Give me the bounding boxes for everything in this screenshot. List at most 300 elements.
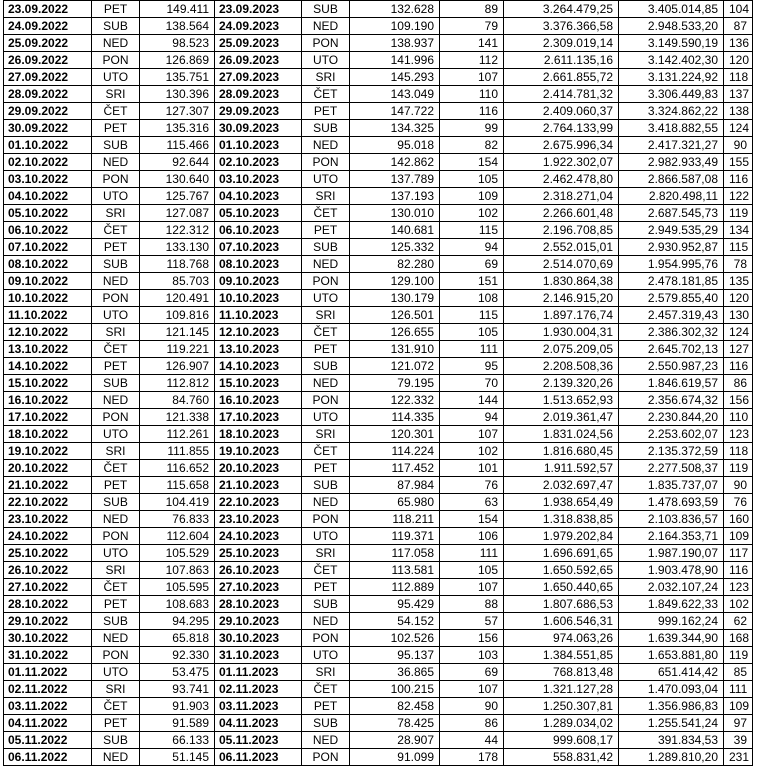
date-2022-cell: 24.09.2022 bbox=[4, 18, 92, 35]
amount-2023-cell: 2.032.107,24 bbox=[619, 579, 724, 596]
date-2023-cell: 08.10.2023 bbox=[215, 256, 302, 273]
value-2022-cell: 126.907 bbox=[140, 358, 215, 375]
amount-2022-cell: 1.289.034,02 bbox=[504, 715, 619, 732]
amount-index-cell: 118 bbox=[724, 443, 753, 460]
date-2022-cell: 25.10.2022 bbox=[4, 545, 92, 562]
date-2023-cell: 29.10.2023 bbox=[215, 613, 302, 630]
day-2022-cell: SUB bbox=[92, 256, 140, 273]
date-2023-cell: 24.09.2023 bbox=[215, 18, 302, 35]
value-2023-cell: 119.371 bbox=[350, 528, 440, 545]
table-row bbox=[4, 562, 753, 579]
amount-index-cell: 62 bbox=[724, 613, 753, 630]
value-2023-cell: 126.501 bbox=[350, 307, 440, 324]
index-cell: 57 bbox=[440, 613, 504, 630]
day-2022-cell: SUB bbox=[92, 18, 140, 35]
day-2022-cell: UTO bbox=[92, 69, 140, 86]
value-2023-cell: 129.100 bbox=[350, 273, 440, 290]
day-2023-cell: PON bbox=[302, 35, 350, 52]
table-row bbox=[4, 256, 753, 273]
date-2022-cell: 14.10.2022 bbox=[4, 358, 92, 375]
date-2022-cell: 06.10.2022 bbox=[4, 222, 92, 239]
amount-index-cell: 104 bbox=[724, 1, 753, 18]
date-2022-cell: 29.10.2022 bbox=[4, 613, 92, 630]
amount-2022-cell: 974.063,26 bbox=[504, 630, 619, 647]
value-2022-cell: 92.330 bbox=[140, 647, 215, 664]
index-cell: 106 bbox=[440, 528, 504, 545]
day-2023-cell: UTO bbox=[302, 409, 350, 426]
amount-2022-cell: 1.250.307,81 bbox=[504, 698, 619, 715]
day-2023-cell: PET bbox=[302, 222, 350, 239]
amount-index-cell: 137 bbox=[724, 86, 753, 103]
amount-2022-cell: 1.650.592,65 bbox=[504, 562, 619, 579]
value-2022-cell: 84.760 bbox=[140, 392, 215, 409]
amount-2023-cell: 3.405.014,85 bbox=[619, 1, 724, 18]
date-2022-cell: 17.10.2022 bbox=[4, 409, 92, 426]
amount-2023-cell: 1.470.093,04 bbox=[619, 681, 724, 698]
table-row bbox=[4, 324, 753, 341]
amount-2023-cell: 2.417.321,27 bbox=[619, 137, 724, 154]
day-2022-cell: PET bbox=[92, 596, 140, 613]
date-2022-cell: 30.10.2022 bbox=[4, 630, 92, 647]
amount-index-cell: 122 bbox=[724, 188, 753, 205]
amount-2023-cell: 3.131.224,92 bbox=[619, 69, 724, 86]
table-row bbox=[4, 273, 753, 290]
amount-2022-cell: 2.764.133,99 bbox=[504, 120, 619, 137]
value-2022-cell: 130.396 bbox=[140, 86, 215, 103]
value-2023-cell: 140.681 bbox=[350, 222, 440, 239]
day-2022-cell: NED bbox=[92, 154, 140, 171]
date-2022-cell: 07.10.2022 bbox=[4, 239, 92, 256]
value-2023-cell: 145.293 bbox=[350, 69, 440, 86]
value-2022-cell: 104.419 bbox=[140, 494, 215, 511]
amount-2022-cell: 1.979.202,84 bbox=[504, 528, 619, 545]
day-2023-cell: NED bbox=[302, 137, 350, 154]
table-row bbox=[4, 732, 753, 749]
index-cell: 108 bbox=[440, 290, 504, 307]
amount-2023-cell: 2.386.302,32 bbox=[619, 324, 724, 341]
table-row bbox=[4, 86, 753, 103]
amount-2022-cell: 2.019.361,47 bbox=[504, 409, 619, 426]
date-2022-cell: 25.09.2022 bbox=[4, 35, 92, 52]
value-2022-cell: 127.307 bbox=[140, 103, 215, 120]
index-cell: 112 bbox=[440, 52, 504, 69]
value-2023-cell: 131.910 bbox=[350, 341, 440, 358]
amount-index-cell: 119 bbox=[724, 460, 753, 477]
amount-2022-cell: 3.376.366,58 bbox=[504, 18, 619, 35]
date-2023-cell: 01.10.2023 bbox=[215, 137, 302, 154]
table-row bbox=[4, 545, 753, 562]
table-row bbox=[4, 443, 753, 460]
value-2023-cell: 113.581 bbox=[350, 562, 440, 579]
value-2022-cell: 130.640 bbox=[140, 171, 215, 188]
amount-index-cell: 109 bbox=[724, 698, 753, 715]
amount-2023-cell: 3.306.449,83 bbox=[619, 86, 724, 103]
value-2022-cell: 126.869 bbox=[140, 52, 215, 69]
day-2023-cell: SRI bbox=[302, 69, 350, 86]
value-2023-cell: 143.049 bbox=[350, 86, 440, 103]
amount-2023-cell: 2.103.836,57 bbox=[619, 511, 724, 528]
value-2023-cell: 117.058 bbox=[350, 545, 440, 562]
date-2023-cell: 30.10.2023 bbox=[215, 630, 302, 647]
amount-index-cell: 85 bbox=[724, 664, 753, 681]
day-2023-cell: ČET bbox=[302, 205, 350, 222]
index-cell: 151 bbox=[440, 273, 504, 290]
amount-2022-cell: 1.696.691,65 bbox=[504, 545, 619, 562]
table-row bbox=[4, 698, 753, 715]
amount-index-cell: 116 bbox=[724, 358, 753, 375]
day-2023-cell: PON bbox=[302, 273, 350, 290]
day-2023-cell: PET bbox=[302, 103, 350, 120]
day-2022-cell: ČET bbox=[92, 698, 140, 715]
amount-2023-cell: 1.289.810,20 bbox=[619, 749, 724, 766]
day-2022-cell: SRI bbox=[92, 562, 140, 579]
day-2022-cell: PET bbox=[92, 1, 140, 18]
amount-2023-cell: 2.277.508,37 bbox=[619, 460, 724, 477]
date-2022-cell: 03.11.2022 bbox=[4, 698, 92, 715]
value-2023-cell: 114.335 bbox=[350, 409, 440, 426]
value-2023-cell: 112.889 bbox=[350, 579, 440, 596]
value-2022-cell: 127.087 bbox=[140, 205, 215, 222]
day-2023-cell: SUB bbox=[302, 1, 350, 18]
day-2022-cell: NED bbox=[92, 749, 140, 766]
day-2023-cell: NED bbox=[302, 18, 350, 35]
date-2023-cell: 12.10.2023 bbox=[215, 324, 302, 341]
value-2022-cell: 105.529 bbox=[140, 545, 215, 562]
date-2023-cell: 10.10.2023 bbox=[215, 290, 302, 307]
amount-2022-cell: 2.611.135,16 bbox=[504, 52, 619, 69]
amount-2023-cell: 2.164.353,71 bbox=[619, 528, 724, 545]
amount-2023-cell: 3.418.882,55 bbox=[619, 120, 724, 137]
value-2022-cell: 149.411 bbox=[140, 1, 215, 18]
table-row bbox=[4, 528, 753, 545]
amount-2023-cell: 2.687.545,73 bbox=[619, 205, 724, 222]
day-2023-cell: PET bbox=[302, 698, 350, 715]
value-2023-cell: 78.425 bbox=[350, 715, 440, 732]
date-2023-cell: 19.10.2023 bbox=[215, 443, 302, 460]
value-2022-cell: 53.475 bbox=[140, 664, 215, 681]
date-2022-cell: 28.09.2022 bbox=[4, 86, 92, 103]
value-2022-cell: 111.855 bbox=[140, 443, 215, 460]
amount-2022-cell: 2.309.019,14 bbox=[504, 35, 619, 52]
value-2023-cell: 118.211 bbox=[350, 511, 440, 528]
date-2023-cell: 27.10.2023 bbox=[215, 579, 302, 596]
day-2022-cell: PET bbox=[92, 715, 140, 732]
day-2023-cell: SUB bbox=[302, 120, 350, 137]
index-cell: 111 bbox=[440, 545, 504, 562]
amount-2022-cell: 1.897.176,74 bbox=[504, 307, 619, 324]
table-body bbox=[4, 1, 753, 766]
date-2023-cell: 09.10.2023 bbox=[215, 273, 302, 290]
day-2023-cell: SRI bbox=[302, 545, 350, 562]
value-2022-cell: 94.295 bbox=[140, 613, 215, 630]
value-2023-cell: 120.301 bbox=[350, 426, 440, 443]
date-2023-cell: 26.09.2023 bbox=[215, 52, 302, 69]
day-2022-cell: NED bbox=[92, 273, 140, 290]
value-2022-cell: 85.703 bbox=[140, 273, 215, 290]
day-2023-cell: SRI bbox=[302, 664, 350, 681]
day-2022-cell: NED bbox=[92, 392, 140, 409]
amount-2023-cell: 391.834,53 bbox=[619, 732, 724, 749]
value-2022-cell: 115.466 bbox=[140, 137, 215, 154]
index-cell: 107 bbox=[440, 579, 504, 596]
value-2022-cell: 112.812 bbox=[140, 375, 215, 392]
date-2022-cell: 05.11.2022 bbox=[4, 732, 92, 749]
value-2023-cell: 82.458 bbox=[350, 698, 440, 715]
value-2022-cell: 135.316 bbox=[140, 120, 215, 137]
amount-2022-cell: 2.661.855,72 bbox=[504, 69, 619, 86]
day-2022-cell: ČET bbox=[92, 103, 140, 120]
amount-2022-cell: 2.462.478,80 bbox=[504, 171, 619, 188]
date-2022-cell: 12.10.2022 bbox=[4, 324, 92, 341]
day-2023-cell: ČET bbox=[302, 324, 350, 341]
index-cell: 115 bbox=[440, 307, 504, 324]
table-row bbox=[4, 392, 753, 409]
index-cell: 107 bbox=[440, 69, 504, 86]
table-row bbox=[4, 307, 753, 324]
date-2022-cell: 05.10.2022 bbox=[4, 205, 92, 222]
day-2023-cell: UTO bbox=[302, 647, 350, 664]
day-2023-cell: NED bbox=[302, 494, 350, 511]
index-cell: 102 bbox=[440, 443, 504, 460]
table-row bbox=[4, 154, 753, 171]
day-2023-cell: PON bbox=[302, 749, 350, 766]
amount-2022-cell: 1.807.686,53 bbox=[504, 596, 619, 613]
amount-2023-cell: 1.987.190,07 bbox=[619, 545, 724, 562]
amount-index-cell: 134 bbox=[724, 222, 753, 239]
table-row bbox=[4, 358, 753, 375]
index-cell: 86 bbox=[440, 715, 504, 732]
amount-index-cell: 111 bbox=[724, 681, 753, 698]
data-sheet bbox=[3, 0, 752, 766]
value-2022-cell: 105.595 bbox=[140, 579, 215, 596]
value-2023-cell: 142.862 bbox=[350, 154, 440, 171]
amount-2022-cell: 2.514.070,69 bbox=[504, 256, 619, 273]
date-2023-cell: 15.10.2023 bbox=[215, 375, 302, 392]
date-2022-cell: 03.10.2022 bbox=[4, 171, 92, 188]
table-row bbox=[4, 681, 753, 698]
index-cell: 82 bbox=[440, 137, 504, 154]
amount-2022-cell: 1.606.546,31 bbox=[504, 613, 619, 630]
date-2022-cell: 21.10.2022 bbox=[4, 477, 92, 494]
day-2023-cell: NED bbox=[302, 256, 350, 273]
index-cell: 110 bbox=[440, 86, 504, 103]
amount-2022-cell: 999.608,17 bbox=[504, 732, 619, 749]
index-cell: 76 bbox=[440, 477, 504, 494]
amount-index-cell: 160 bbox=[724, 511, 753, 528]
day-2022-cell: PON bbox=[92, 528, 140, 545]
value-2023-cell: 95.137 bbox=[350, 647, 440, 664]
amount-2022-cell: 1.831.024,56 bbox=[504, 426, 619, 443]
value-2022-cell: 93.741 bbox=[140, 681, 215, 698]
amount-index-cell: 115 bbox=[724, 239, 753, 256]
amount-2022-cell: 2.196.708,85 bbox=[504, 222, 619, 239]
date-2023-cell: 16.10.2023 bbox=[215, 392, 302, 409]
amount-2022-cell: 1.922.302,07 bbox=[504, 154, 619, 171]
amount-2023-cell: 2.478.181,85 bbox=[619, 273, 724, 290]
amount-index-cell: 86 bbox=[724, 375, 753, 392]
value-2023-cell: 109.190 bbox=[350, 18, 440, 35]
value-2023-cell: 130.010 bbox=[350, 205, 440, 222]
table-row bbox=[4, 477, 753, 494]
date-2023-cell: 05.10.2023 bbox=[215, 205, 302, 222]
day-2022-cell: UTO bbox=[92, 307, 140, 324]
amount-2023-cell: 2.579.855,40 bbox=[619, 290, 724, 307]
value-2022-cell: 76.833 bbox=[140, 511, 215, 528]
day-2022-cell: SRI bbox=[92, 86, 140, 103]
amount-2023-cell: 2.356.674,32 bbox=[619, 392, 724, 409]
day-2022-cell: NED bbox=[92, 630, 140, 647]
value-2022-cell: 98.523 bbox=[140, 35, 215, 52]
amount-2023-cell: 3.149.590,19 bbox=[619, 35, 724, 52]
index-cell: 105 bbox=[440, 171, 504, 188]
amount-2022-cell: 2.552.015,01 bbox=[504, 239, 619, 256]
date-2022-cell: 13.10.2022 bbox=[4, 341, 92, 358]
date-2022-cell: 26.09.2022 bbox=[4, 52, 92, 69]
amount-index-cell: 116 bbox=[724, 171, 753, 188]
date-2023-cell: 02.10.2023 bbox=[215, 154, 302, 171]
value-2023-cell: 141.996 bbox=[350, 52, 440, 69]
day-2023-cell: PET bbox=[302, 460, 350, 477]
day-2022-cell: ČET bbox=[92, 579, 140, 596]
date-2022-cell: 30.09.2022 bbox=[4, 120, 92, 137]
day-2022-cell: ČET bbox=[92, 341, 140, 358]
index-cell: 63 bbox=[440, 494, 504, 511]
table-row bbox=[4, 205, 753, 222]
date-2023-cell: 17.10.2023 bbox=[215, 409, 302, 426]
table-row bbox=[4, 613, 753, 630]
date-2022-cell: 16.10.2022 bbox=[4, 392, 92, 409]
date-2023-cell: 22.10.2023 bbox=[215, 494, 302, 511]
amount-2022-cell: 2.414.781,32 bbox=[504, 86, 619, 103]
index-cell: 94 bbox=[440, 239, 504, 256]
day-2023-cell: ČET bbox=[302, 562, 350, 579]
amount-2022-cell: 1.930.004,31 bbox=[504, 324, 619, 341]
amount-index-cell: 231 bbox=[724, 749, 753, 766]
amount-2023-cell: 1.846.619,57 bbox=[619, 375, 724, 392]
day-2022-cell: SUB bbox=[92, 732, 140, 749]
date-2023-cell: 24.10.2023 bbox=[215, 528, 302, 545]
amount-index-cell: 130 bbox=[724, 307, 753, 324]
value-2023-cell: 91.099 bbox=[350, 749, 440, 766]
amount-2023-cell: 2.930.952,87 bbox=[619, 239, 724, 256]
value-2022-cell: 121.338 bbox=[140, 409, 215, 426]
value-2022-cell: 138.564 bbox=[140, 18, 215, 35]
date-2022-cell: 11.10.2022 bbox=[4, 307, 92, 324]
value-2022-cell: 122.312 bbox=[140, 222, 215, 239]
amount-index-cell: 120 bbox=[724, 290, 753, 307]
table-row bbox=[4, 18, 753, 35]
index-cell: 144 bbox=[440, 392, 504, 409]
value-2022-cell: 119.221 bbox=[140, 341, 215, 358]
amount-index-cell: 123 bbox=[724, 426, 753, 443]
amount-2023-cell: 2.866.587,08 bbox=[619, 171, 724, 188]
value-2023-cell: 95.018 bbox=[350, 137, 440, 154]
table-row bbox=[4, 120, 753, 137]
day-2022-cell: NED bbox=[92, 35, 140, 52]
amount-2022-cell: 1.384.551,85 bbox=[504, 647, 619, 664]
amount-2022-cell: 2.266.601,48 bbox=[504, 205, 619, 222]
amount-2023-cell: 1.639.344,90 bbox=[619, 630, 724, 647]
index-cell: 111 bbox=[440, 341, 504, 358]
day-2022-cell: PET bbox=[92, 358, 140, 375]
amount-index-cell: 138 bbox=[724, 103, 753, 120]
index-cell: 178 bbox=[440, 749, 504, 766]
amount-index-cell: 118 bbox=[724, 69, 753, 86]
amount-2023-cell: 3.324.862,22 bbox=[619, 103, 724, 120]
amount-2023-cell: 999.162,24 bbox=[619, 613, 724, 630]
date-2022-cell: 09.10.2022 bbox=[4, 273, 92, 290]
date-2023-cell: 14.10.2023 bbox=[215, 358, 302, 375]
amount-index-cell: 156 bbox=[724, 392, 753, 409]
amount-2022-cell: 2.318.271,04 bbox=[504, 188, 619, 205]
amount-2022-cell: 558.831,42 bbox=[504, 749, 619, 766]
date-2022-cell: 27.10.2022 bbox=[4, 579, 92, 596]
value-2022-cell: 125.767 bbox=[140, 188, 215, 205]
value-2022-cell: 65.818 bbox=[140, 630, 215, 647]
amount-2022-cell: 1.321.127,28 bbox=[504, 681, 619, 698]
amount-index-cell: 76 bbox=[724, 494, 753, 511]
amount-2023-cell: 2.457.319,43 bbox=[619, 307, 724, 324]
date-2022-cell: 06.11.2022 bbox=[4, 749, 92, 766]
day-2023-cell: PON bbox=[302, 511, 350, 528]
date-2022-cell: 27.09.2022 bbox=[4, 69, 92, 86]
day-2022-cell: SRI bbox=[92, 324, 140, 341]
amount-index-cell: 168 bbox=[724, 630, 753, 647]
date-2022-cell: 02.10.2022 bbox=[4, 154, 92, 171]
table-row bbox=[4, 647, 753, 664]
date-2022-cell: 02.11.2022 bbox=[4, 681, 92, 698]
amount-index-cell: 135 bbox=[724, 273, 753, 290]
day-2022-cell: PON bbox=[92, 171, 140, 188]
amount-2023-cell: 1.954.995,76 bbox=[619, 256, 724, 273]
day-2023-cell: SRI bbox=[302, 307, 350, 324]
amount-index-cell: 90 bbox=[724, 137, 753, 154]
amount-index-cell: 78 bbox=[724, 256, 753, 273]
day-2023-cell: SUB bbox=[302, 358, 350, 375]
value-2023-cell: 125.332 bbox=[350, 239, 440, 256]
day-2022-cell: UTO bbox=[92, 664, 140, 681]
day-2023-cell: UTO bbox=[302, 290, 350, 307]
date-2023-cell: 06.11.2023 bbox=[215, 749, 302, 766]
index-cell: 79 bbox=[440, 18, 504, 35]
value-2022-cell: 133.130 bbox=[140, 239, 215, 256]
value-2023-cell: 117.452 bbox=[350, 460, 440, 477]
value-2023-cell: 54.152 bbox=[350, 613, 440, 630]
amount-2022-cell: 3.264.479,25 bbox=[504, 1, 619, 18]
index-cell: 69 bbox=[440, 256, 504, 273]
index-cell: 90 bbox=[440, 698, 504, 715]
day-2023-cell: ČET bbox=[302, 86, 350, 103]
day-2022-cell: UTO bbox=[92, 545, 140, 562]
day-2023-cell: PET bbox=[302, 341, 350, 358]
value-2023-cell: 79.195 bbox=[350, 375, 440, 392]
day-2022-cell: PET bbox=[92, 239, 140, 256]
amount-2023-cell: 1.653.881,80 bbox=[619, 647, 724, 664]
date-2023-cell: 28.10.2023 bbox=[215, 596, 302, 613]
index-cell: 107 bbox=[440, 426, 504, 443]
value-2022-cell: 112.604 bbox=[140, 528, 215, 545]
value-2022-cell: 91.589 bbox=[140, 715, 215, 732]
amount-index-cell: 109 bbox=[724, 528, 753, 545]
amount-index-cell: 110 bbox=[724, 409, 753, 426]
date-2023-cell: 21.10.2023 bbox=[215, 477, 302, 494]
table-row bbox=[4, 1, 753, 18]
value-2023-cell: 134.325 bbox=[350, 120, 440, 137]
index-cell: 156 bbox=[440, 630, 504, 647]
amount-2023-cell: 2.253.602,07 bbox=[619, 426, 724, 443]
amount-2023-cell: 1.255.541,24 bbox=[619, 715, 724, 732]
table-row bbox=[4, 290, 753, 307]
